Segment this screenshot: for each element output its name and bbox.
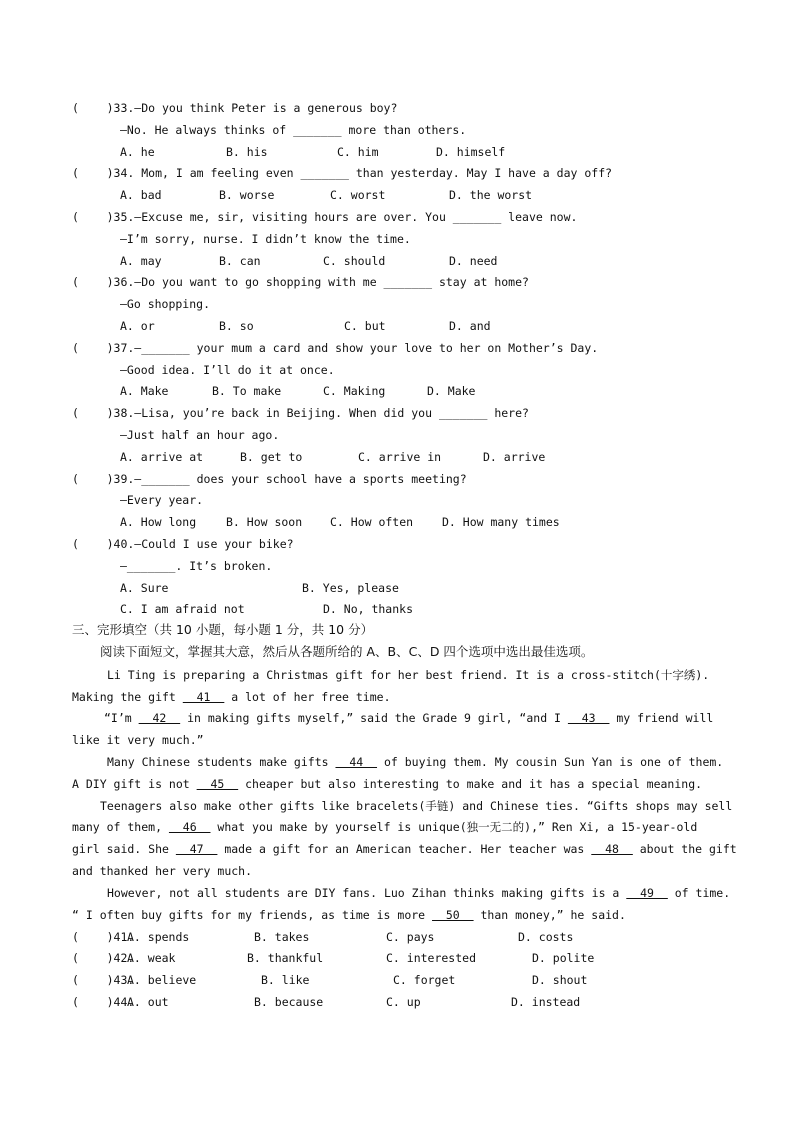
option-39-a: A. How long — [120, 515, 197, 529]
answer-39: —Every year. — [120, 493, 204, 507]
passage-line: Teenagers also make other gifts like bracelets(手链) and Chinese ties. “Gifts shops may sell — [100, 799, 733, 813]
option-38-d: D. arrive — [483, 450, 546, 464]
option-35-a: A. may — [120, 254, 162, 268]
option-40-b: B. Yes, please — [302, 581, 399, 595]
passage-line: “ I often buy gifts for my friends, as time is more 50 than money,” he said. — [72, 908, 626, 922]
blank-48: 48 — [591, 842, 633, 856]
option-33-a: A. he — [120, 145, 155, 159]
answer-36: —Go shopping. — [120, 297, 211, 311]
option-38-a: A. arrive at — [120, 450, 204, 464]
option-37-d: D. Make — [427, 384, 476, 398]
option-36-a: A. or — [120, 319, 155, 333]
option-40-c: C. I am afraid not — [120, 602, 245, 616]
cloze-option-41-c: C. pays — [386, 930, 435, 944]
blank-44: 44 — [335, 755, 378, 769]
question-34: ( )34. Mom, I am feeling even _______ than yesterday. May I have a day off? — [72, 166, 613, 180]
question-36: ( )36.—Do you want to go shopping with me _______ stay at home? — [72, 275, 529, 289]
passage-line: Li Ting is preparing a Christmas gift for her best friend. It is a cross-stitch(十字绣). — [107, 668, 710, 682]
option-39-d: D. How many times — [442, 515, 560, 529]
option-36-b: B. so — [219, 319, 254, 333]
passage-line: However, not all students are DIY fans. Luo Zihan thinks making gifts is a 49 of time. — [107, 886, 731, 900]
blank-50: 50 — [432, 908, 474, 922]
passage-line: girl said. She 47 made a gift for an American teacher. Her teacher was 48 about the gift — [72, 842, 737, 856]
option-33-c: C. him — [337, 145, 379, 159]
answer-33: —No. He always thinks of _______ more than others. — [120, 123, 467, 137]
option-39-b: B. How soon — [226, 515, 303, 529]
option-36-c: C. but — [344, 319, 386, 333]
blank-49: 49 — [626, 886, 668, 900]
question-33: ( )33.—Do you think Peter is a generous boy? — [72, 101, 398, 115]
option-38-b: B. get to — [240, 450, 303, 464]
passage-line: Making the gift 41 a lot of her free time. — [72, 690, 391, 704]
blank-43: 43 — [567, 711, 610, 725]
blank-42: 42 — [138, 711, 181, 725]
question-35: ( )35.—Excuse me, sir, visiting hours are over. You _______ leave now. — [72, 210, 578, 224]
section-heading: 三、完形填空（共 10 小题，每小题 1 分，共 10 分） — [72, 622, 374, 637]
option-35-d: D. need — [449, 254, 498, 268]
cloze-question-41: ( )41. — [72, 930, 135, 944]
passage-line: A DIY gift is not 45 cheaper but also interesting to make and it has a special meaning. — [72, 777, 703, 791]
cloze-option-42-a: A. weak — [127, 951, 176, 965]
answer-37: —Good idea. I’ll do it at once. — [120, 363, 335, 377]
blank-47: 47 — [175, 842, 218, 856]
cloze-option-42-d: D. polite — [532, 951, 595, 965]
option-35-c: C. should — [323, 254, 386, 268]
cloze-option-42-c: C. interested — [386, 951, 477, 965]
option-35-b: B. can — [219, 254, 261, 268]
answer-40: —_______. It’s broken. — [120, 559, 273, 573]
option-34-c: C. worst — [330, 188, 386, 202]
cloze-option-42-b: B. thankful — [247, 951, 324, 965]
cloze-option-44-a: A. out — [127, 995, 169, 1009]
question-38: ( )38.—Lisa, you’re back in Beijing. When did you _______ here? — [72, 406, 529, 420]
option-40-d: D. No, thanks — [323, 602, 414, 616]
option-38-c: C. arrive in — [358, 450, 442, 464]
cloze-option-43-a: A. believe — [127, 973, 197, 987]
option-34-a: A. bad — [120, 188, 162, 202]
cloze-question-43: ( )43. — [72, 973, 135, 987]
option-39-c: C. How often — [330, 515, 414, 529]
question-39: ( )39.—_______ does your school have a sports meeting? — [72, 472, 467, 486]
blank-45: 45 — [196, 777, 239, 791]
cloze-option-41-a: A. spends — [127, 930, 190, 944]
cloze-option-41-b: B. takes — [254, 930, 310, 944]
answer-35: —I’m sorry, nurse. I didn’t know the time. — [120, 232, 411, 246]
passage-line: like it very much.” — [72, 733, 204, 747]
option-34-b: B. worse — [219, 188, 275, 202]
passage-line: many of them, 46 what you make by yourself is unique(独一无二的),” Ren Xi, a 15-year-old — [72, 820, 698, 834]
option-37-c: C. Making — [323, 384, 386, 398]
blank-41: 41 — [182, 690, 225, 704]
option-36-d: D. and — [449, 319, 491, 333]
option-34-d: D. the worst — [449, 188, 533, 202]
question-37: ( )37.—_______ your mum a card and show your love to her on Mother’s Day. — [72, 341, 599, 355]
cloze-question-44: ( )44. — [72, 995, 135, 1009]
option-40-a: A. Sure — [120, 581, 169, 595]
passage-line: and thanked her very much. — [72, 864, 253, 878]
option-33-b: B. his — [226, 145, 268, 159]
question-40: ( )40.—Could I use your bike? — [72, 537, 294, 551]
answer-38: —Just half an hour ago. — [120, 428, 280, 442]
cloze-option-41-d: D. costs — [518, 930, 574, 944]
cloze-option-44-c: C. up — [386, 995, 421, 1009]
cloze-option-43-d: D. shout — [532, 973, 588, 987]
section-instruction: 阅读下面短文，掌握其大意，然后从各题所给的 A、B、C、D 四个选项中选出最佳选项。 — [100, 644, 594, 659]
option-33-d: D. himself — [436, 145, 506, 159]
option-37-a: A. Make — [120, 384, 169, 398]
cloze-question-42: ( )42. — [72, 951, 135, 965]
cloze-option-44-b: B. because — [254, 995, 324, 1009]
cloze-option-44-d: D. instead — [511, 995, 581, 1009]
option-37-b: B. To make — [212, 384, 282, 398]
passage-line: Many Chinese students make gifts 44 of buying them. My cousin Sun Yan is one of them. — [107, 755, 724, 769]
cloze-option-43-c: C. forget — [393, 973, 456, 987]
blank-46: 46 — [168, 820, 211, 834]
cloze-option-43-b: B. like — [261, 973, 310, 987]
passage-line: “I’m 42 in making gifts myself,” said the Grade 9 girl, “and I 43 my friend will — [104, 711, 714, 725]
